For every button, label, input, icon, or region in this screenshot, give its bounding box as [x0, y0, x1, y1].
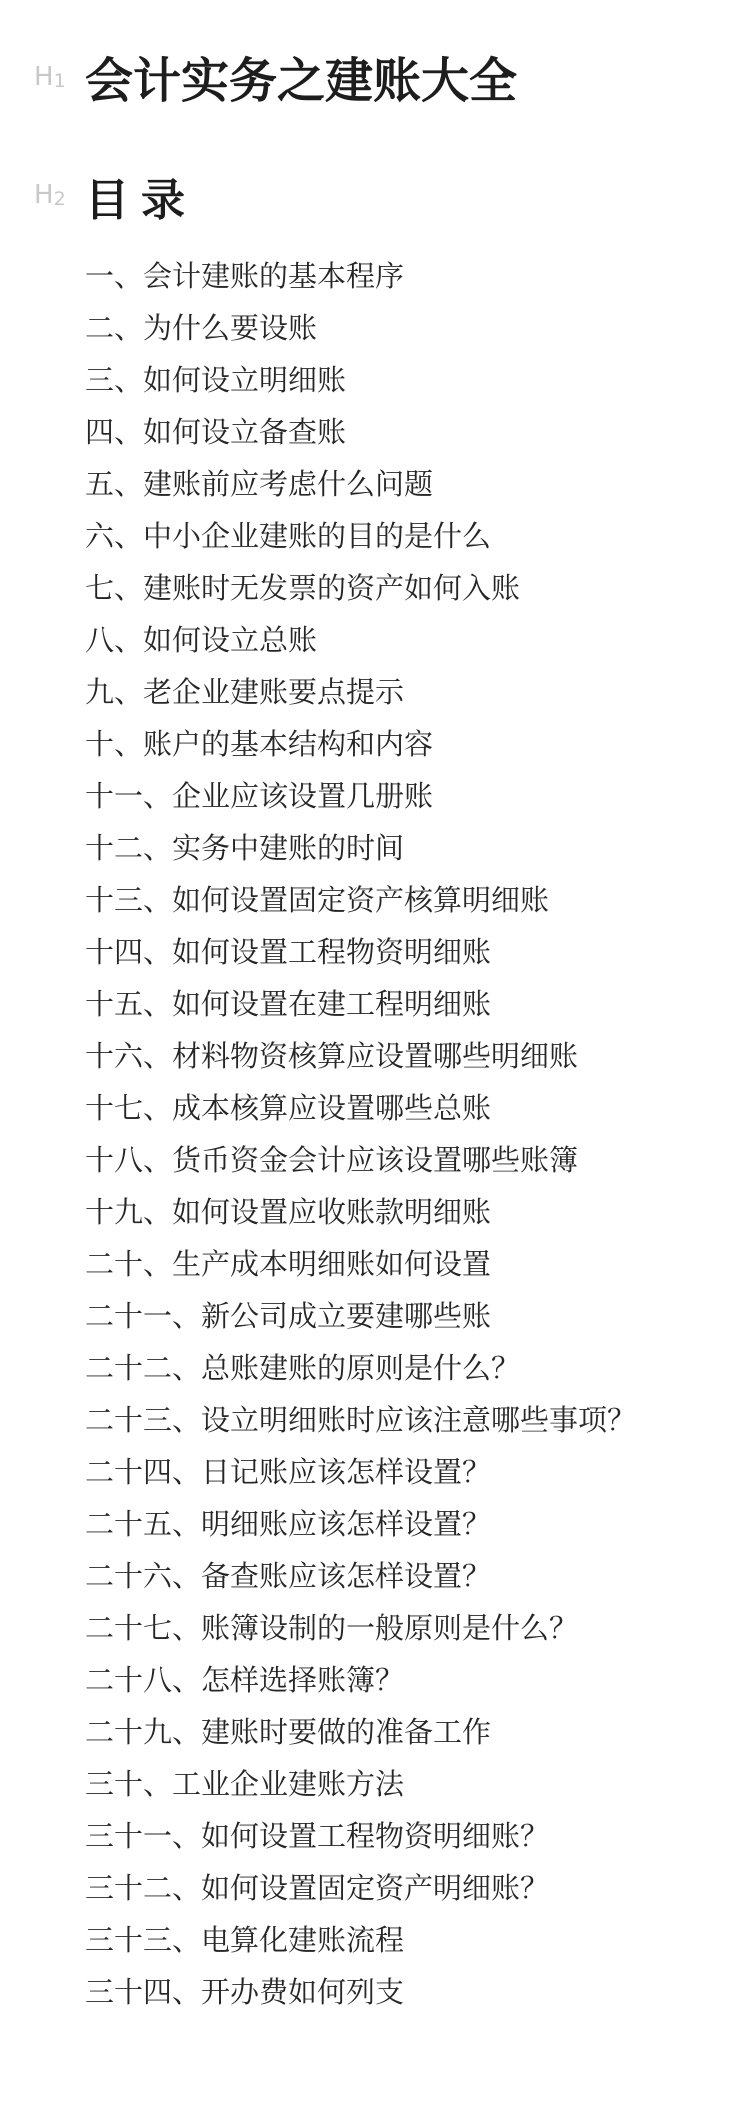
toc-item: 十、账户的基本结构和内容 — [85, 727, 434, 761]
toc-item: 二十五、明细账应该怎样设置？ — [85, 1507, 492, 1541]
toc-item: 三十三、电算化建账流程 — [85, 1923, 405, 1957]
toc-item: 十七、成本核算应设置哪些总账 — [85, 1091, 492, 1125]
toc-item: 十八、货币资金会计应该设置哪些账簿 — [85, 1143, 579, 1177]
toc-item: 三十、工业企业建账方法 — [85, 1767, 405, 1801]
toc-item: 十九、如何设置应收账款明细账 — [85, 1195, 492, 1229]
toc-item: 二、为什么要设账 — [85, 311, 318, 345]
toc-item: 十六、材料物资核算应设置哪些明细账 — [85, 1039, 579, 1073]
toc-heading: 目录 — [85, 175, 197, 226]
toc-item: 三十二、如何设置固定资产明细账？ — [85, 1871, 550, 1905]
toc-item: 二十九、建账时要做的准备工作 — [85, 1715, 492, 1749]
heading-1-row — [0, 32, 752, 112]
toc-item: 二十八、怎样选择账簿？ — [85, 1663, 405, 1697]
toc-item: 十四、如何设置工程物资明细账 — [85, 935, 492, 969]
document-title: 会计实务之建账大全 — [85, 53, 518, 109]
toc-item: 十二、实务中建账的时间 — [85, 831, 405, 865]
toc-item: 二十七、账簿设制的一般原则是什么？ — [85, 1611, 579, 1645]
toc-item: 五、建账前应考虑什么问题 — [85, 467, 434, 501]
toc-item: 六、中小企业建账的目的是什么 — [85, 519, 492, 553]
toc-item: 十一、企业应该设置几册账 — [85, 779, 434, 813]
heading-level-marker-h1: $H_1$ — [34, 62, 66, 92]
toc-item: 十三、如何设置固定资产核算明细账 — [85, 883, 550, 917]
toc-item: 十五、如何设置在建工程明细账 — [85, 987, 492, 1021]
toc-item: 二十二、总账建账的原则是什么？ — [85, 1351, 521, 1385]
table-of-contents — [85, 250, 645, 2018]
toc-item: 三十一、如何设置工程物资明细账？ — [85, 1819, 550, 1853]
toc-item: 四、如何设立备查账 — [85, 415, 347, 449]
toc-item: 二十三、设立明细账时应该注意哪些事项？ — [85, 1403, 637, 1437]
toc-item: 三、如何设立明细账 — [85, 363, 347, 397]
toc-item: 二十六、备查账应该怎样设置？ — [85, 1559, 492, 1593]
toc-item: 三十四、开办费如何列支 — [85, 1975, 405, 2009]
toc-item: 八、如何设立总账 — [85, 623, 318, 657]
toc-item: 九、老企业建账要点提示 — [85, 675, 405, 709]
toc-item: 七、建账时无发票的资产如何入账 — [85, 571, 521, 605]
toc-item: 二十四、日记账应该怎样设置？ — [85, 1455, 492, 1489]
toc-item: 二十、生产成本明细账如何设置 — [85, 1247, 492, 1281]
heading-2-row — [0, 150, 752, 230]
heading-level-marker-h2: $H_2$ — [34, 180, 66, 210]
toc-item: 二十一、新公司成立要建哪些账 — [85, 1299, 492, 1333]
toc-item: 一、会计建账的基本程序 — [85, 259, 405, 293]
